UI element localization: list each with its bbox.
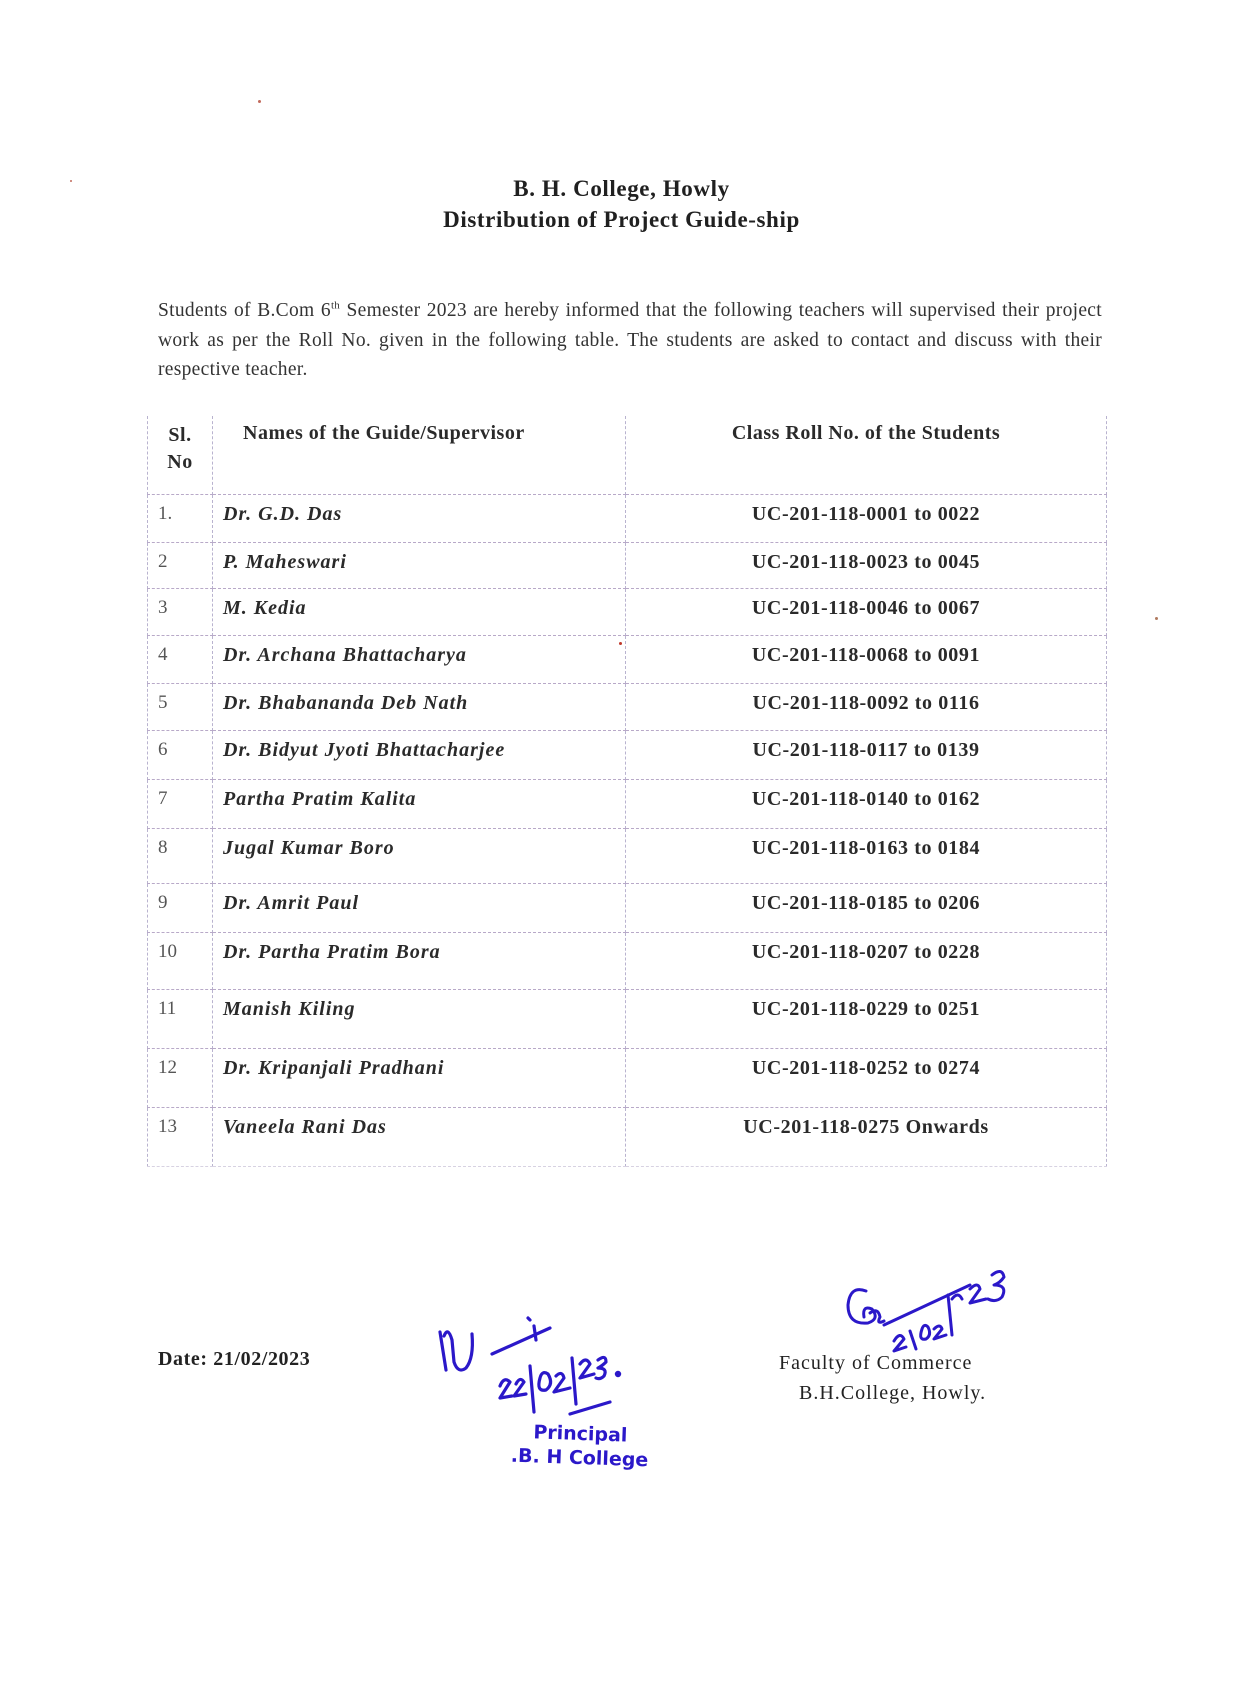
guide-distribution-table <box>147 416 1107 1167</box>
row-guide-name: Dr. G.D. Das <box>213 495 626 543</box>
row-serial-number: 4 <box>148 636 213 684</box>
row-serial-number: 12 <box>148 1049 213 1108</box>
document-title: Distribution of Project Guide-ship <box>443 207 800 232</box>
row-serial-number: 11 <box>148 990 213 1049</box>
table-row <box>148 589 1107 636</box>
row-roll-range: UC-201-118-0068 to 0091 <box>626 636 1107 684</box>
header-guide-name: Names of the Guide/Supervisor <box>213 416 626 495</box>
row-roll-range: UC-201-118-0229 to 0251 <box>626 990 1107 1049</box>
table-row <box>148 1108 1107 1167</box>
notice-date: Date: 21/02/2023 <box>158 1348 311 1370</box>
row-serial-number: 13 <box>148 1108 213 1167</box>
row-guide-name: P. Maheswari <box>213 543 626 589</box>
header-sl-line1: Sl. <box>168 424 192 446</box>
row-serial-number: 9 <box>148 884 213 933</box>
row-guide-name: Dr. Kripanjali Pradhani <box>213 1049 626 1108</box>
row-roll-range: UC-201-118-0023 to 0045 <box>626 543 1107 589</box>
faculty-name: Faculty of Commerce <box>779 1352 973 1374</box>
row-roll-range: UC-201-118-0092 to 0116 <box>626 684 1107 731</box>
faculty-college: B.H.College, Howly. <box>799 1382 987 1404</box>
row-roll-range: UC-201-118-0163 to 0184 <box>626 829 1107 884</box>
table-row <box>148 933 1107 990</box>
row-serial-number: 8 <box>148 829 213 884</box>
row-serial-number: 3 <box>148 589 213 636</box>
table-row <box>148 684 1107 731</box>
table-row <box>148 884 1107 933</box>
table-header-row <box>148 416 1107 495</box>
table-row <box>148 543 1107 589</box>
row-roll-range: UC-201-118-0140 to 0162 <box>626 780 1107 829</box>
row-guide-name: Dr. Archana Bhattacharya <box>213 636 626 684</box>
row-guide-name: Dr. Partha Pratim Bora <box>213 933 626 990</box>
row-guide-name: Dr. Bidyut Jyoti Bhattacharjee <box>213 731 626 780</box>
scan-speck <box>1155 617 1158 620</box>
notice-superscript: th <box>330 299 341 312</box>
row-guide-name: Vaneela Rani Das <box>213 1108 626 1167</box>
row-roll-range: UC-201-118-0117 to 0139 <box>626 731 1107 780</box>
principal-stamp <box>499 1419 661 1473</box>
notice-paragraph <box>158 296 1102 385</box>
row-guide-name: Dr. Amrit Paul <box>213 884 626 933</box>
table-row <box>148 780 1107 829</box>
header-sl-line2: No <box>167 451 193 473</box>
row-serial-number: 7 <box>148 780 213 829</box>
header-roll-numbers: Class Roll No. of the Students <box>626 416 1107 495</box>
table-row <box>148 731 1107 780</box>
row-guide-name: Manish Kiling <box>213 990 626 1049</box>
table-row <box>148 495 1107 543</box>
institution-name: B. H. College, Howly <box>513 176 730 201</box>
stamp-college: .B. H College <box>510 1444 649 1472</box>
notice-text-suffix: Semester 2023 are hereby informed that the following teachers will supervised their project work as per the Roll No. given in the following table. The students are asked to contact and discuss with their respective teacher. <box>158 300 1102 380</box>
row-roll-range: UC-201-118-0001 to 0022 <box>626 495 1107 543</box>
row-guide-name: M. Kedia <box>213 589 626 636</box>
row-guide-name: Dr. Bhabananda Deb Nath <box>213 684 626 731</box>
row-roll-range: UC-201-118-0046 to 0067 <box>626 589 1107 636</box>
faculty-signatory <box>779 1348 986 1408</box>
scan-speck <box>258 100 261 103</box>
principal-signature <box>430 1300 670 1420</box>
table-row <box>148 1049 1107 1108</box>
row-serial-number: 1. <box>148 495 213 543</box>
table-row <box>148 829 1107 884</box>
row-serial-number: 2 <box>148 543 213 589</box>
row-roll-range: UC-201-118-0185 to 0206 <box>626 884 1107 933</box>
table-row <box>148 636 1107 684</box>
row-serial-number: 6 <box>148 731 213 780</box>
row-roll-range: UC-201-118-0207 to 0228 <box>626 933 1107 990</box>
row-roll-range: UC-201-118-0252 to 0274 <box>626 1049 1107 1108</box>
row-roll-range: UC-201-118-0275 Onwards <box>626 1108 1107 1167</box>
table-row <box>148 990 1107 1049</box>
faculty-signature <box>840 1255 1040 1355</box>
row-serial-number: 5 <box>148 684 213 731</box>
row-guide-name: Jugal Kumar Boro <box>213 829 626 884</box>
row-guide-name: Partha Pratim Kalita <box>213 780 626 829</box>
row-serial-number: 10 <box>148 933 213 990</box>
notice-text-prefix: Students of B.Com 6 <box>158 300 331 321</box>
stamp-title: Principal <box>533 1421 628 1447</box>
header-sl-no <box>148 416 213 495</box>
